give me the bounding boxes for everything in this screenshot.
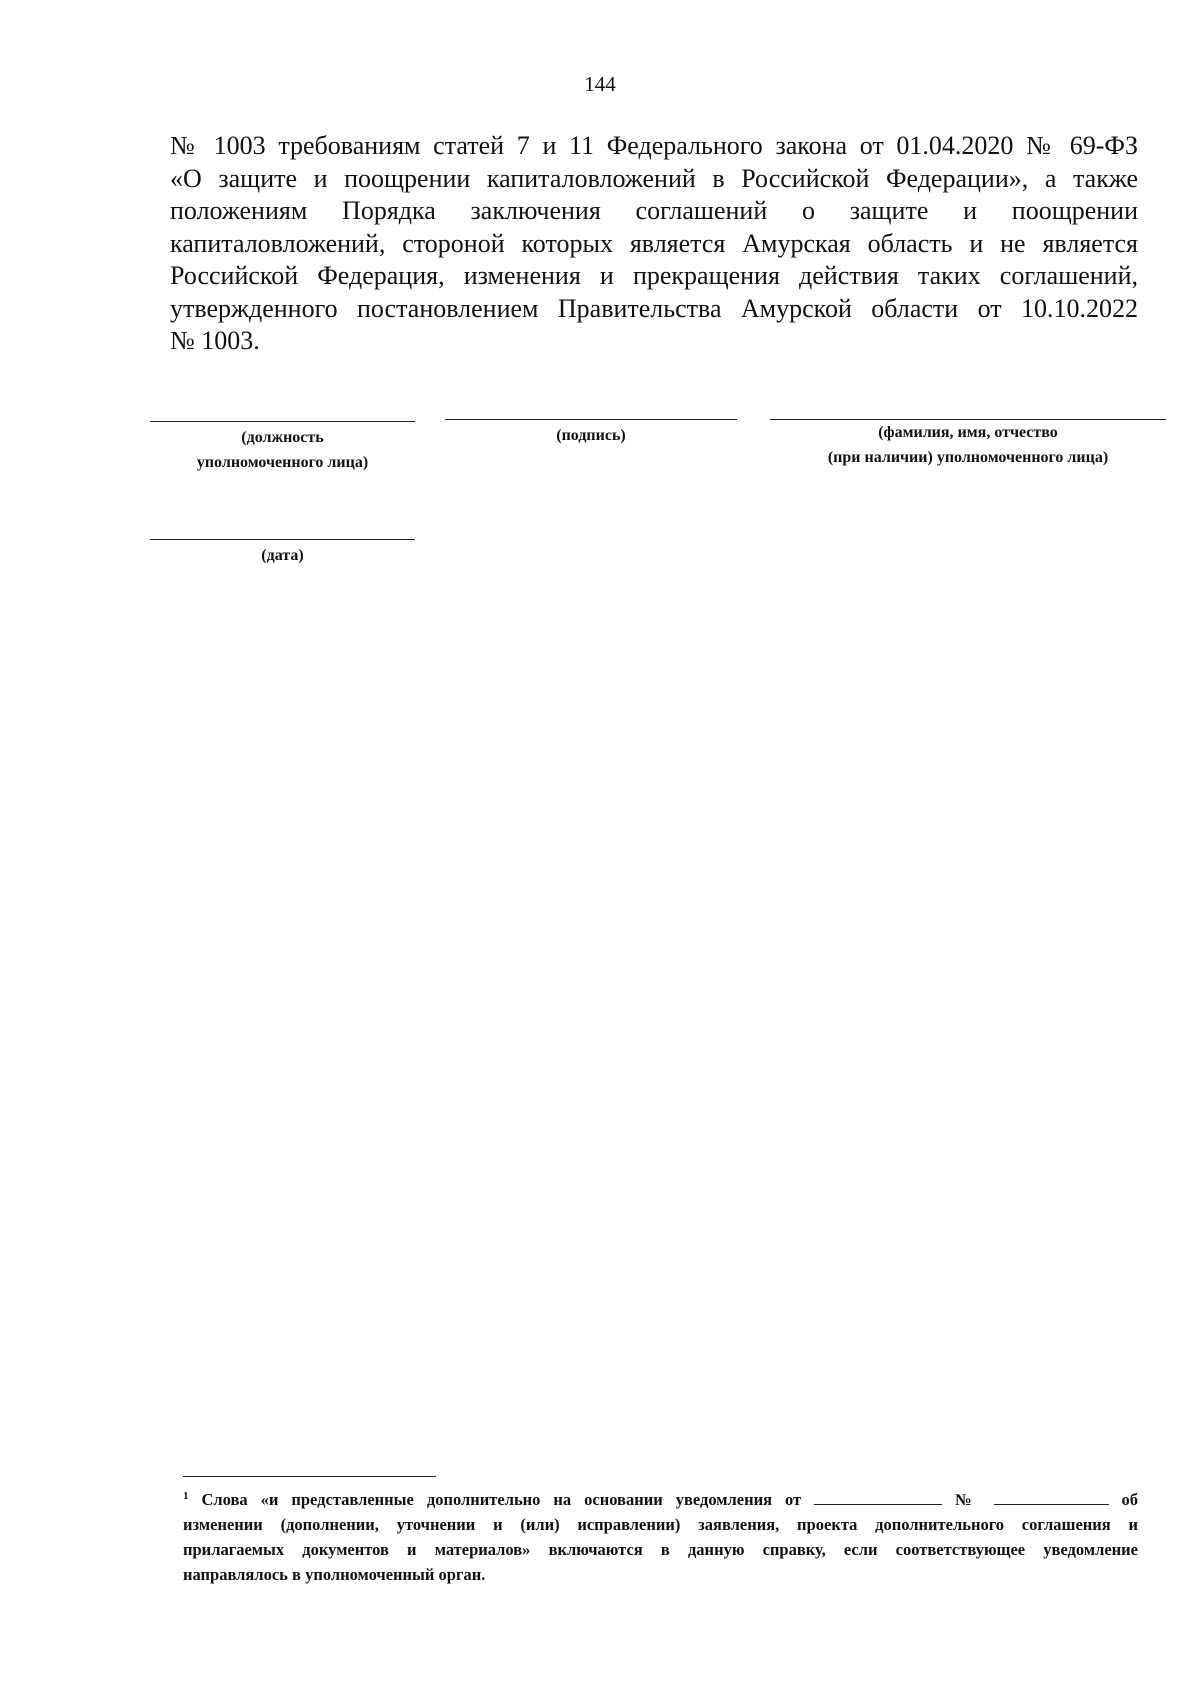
body-line: положениям Порядка заключения соглашений о защите и поощрении — [170, 196, 1138, 225]
footnote-line-1 — [183, 1484, 1138, 1512]
footnote-separator — [183, 1476, 436, 1477]
body-paragraph — [170, 130, 1138, 358]
signature-caption-text: (подпись) — [556, 427, 626, 444]
footnote-line-3: прилагаемых документов и материалов» включаются в данную справку, если соответствующее уведомление — [183, 1540, 1138, 1559]
footnote-line-1-end: об — [1121, 1490, 1139, 1509]
notification-date-blank — [814, 1490, 942, 1505]
notification-number-blank — [994, 1490, 1109, 1505]
footnote-marker: 1 — [183, 1490, 189, 1502]
footnote — [183, 1484, 1138, 1587]
number-sign: № — [955, 1490, 981, 1509]
signature-line — [445, 419, 737, 420]
position-caption-line-2: уполномоченного лица) — [196, 454, 369, 471]
body-line: № 1003 требованиям статей 7 и 11 Федерального закона от 01.04.2020 № 69-ФЗ — [170, 131, 1138, 160]
signature-caption — [445, 423, 737, 448]
position-signature-line — [150, 421, 415, 422]
position-caption-line-1: (должность — [241, 429, 324, 446]
footnote-line-1-start: Слова «и представленные дополнительно на основании уведомления от — [201, 1490, 802, 1509]
name-caption-line-1: (фамилия, имя, отчество — [878, 424, 1058, 441]
body-line: утвержденного постановлением Правительства Амурской области от 10.10.2022 — [170, 293, 1138, 323]
footnote-line-2: изменении (дополнении, уточнении и (или) исправлении) заявления, проекта дополнительного соглашения и — [183, 1515, 1138, 1534]
footnote-line-4: направлялось в уполномоченный орган. — [183, 1565, 486, 1584]
body-line: Российской Федерация, изменения и прекращения действия таких соглашений, — [170, 261, 1138, 290]
date-signature-line — [150, 539, 415, 540]
position-caption — [150, 425, 415, 475]
body-line: капиталовложений, стороной которых является Амурская область и не является — [170, 228, 1138, 258]
body-line: № 1003. — [170, 326, 260, 355]
date-caption-text: (дата) — [261, 547, 304, 564]
name-caption-line-2: (при наличии) уполномоченного лица) — [827, 449, 1109, 466]
date-caption — [150, 543, 415, 568]
page-number: 144 — [584, 72, 616, 96]
name-caption — [770, 420, 1166, 470]
body-line: «О защите и поощрении капиталовложений в Российской Федерации», а также — [170, 163, 1138, 193]
